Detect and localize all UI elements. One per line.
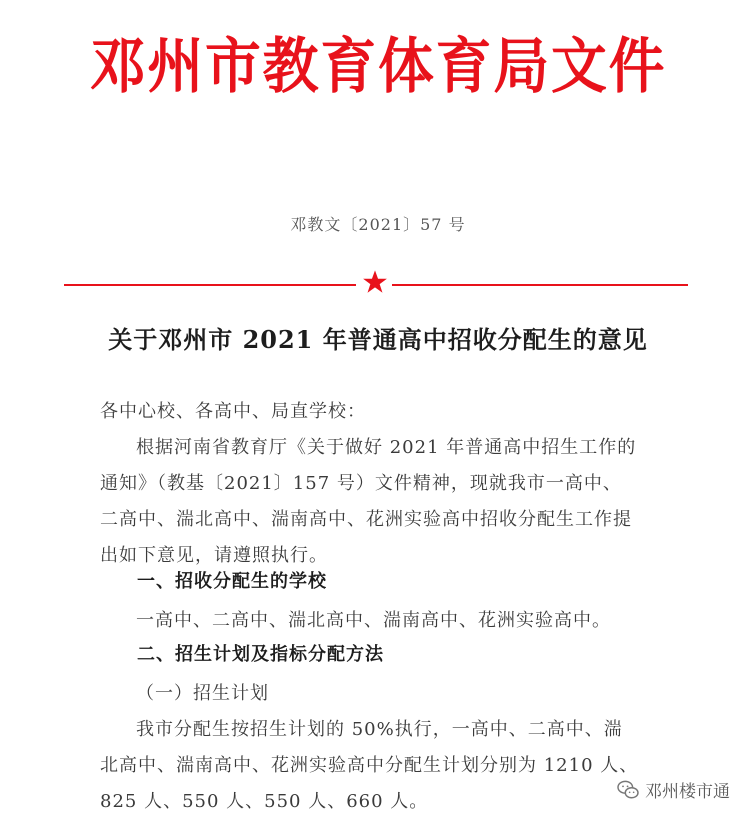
document-masthead: 邓州市教育体育局文件	[89, 32, 667, 102]
red-divider-left	[64, 284, 356, 286]
watermark-label: 邓州楼市通	[645, 782, 730, 802]
wechat-watermark	[617, 777, 730, 802]
section-heading-quota: 二、招生计划及指标分配方法	[137, 644, 384, 665]
document-number: 邓教文〔2021〕57 号	[290, 215, 466, 234]
paragraph-intro: 根据河南省教育厅《关于做好 2021 年普通高中招生工作的通知》（教基〔2021〕157 号）文件精神，现就我市一高中、二高中、湍北高中、湍南高中、花洲实验高中招收分配生工作提出如下意见，请遵照执行。	[100, 437, 637, 566]
red-divider-right	[392, 284, 688, 286]
school-list: 一高中、二高中、湍北高中、湍南高中、花洲实验高中。	[136, 610, 611, 631]
addressee: 各中心校、各高中、局直学校：	[100, 401, 366, 422]
paragraph-quota: 我市分配生按招生计划的 50%执行，一高中、二高中、湍北高中、湍南高中、花洲实验高中分配生计划分别为 1210 人、825 人、550 人、550 人、660 人。	[100, 719, 639, 812]
wechat-icon	[617, 780, 639, 800]
section-heading-schools: 一、招收分配生的学校	[137, 571, 327, 592]
document-title: 关于邓州市 2021 年普通高中招收分配生的意见	[108, 325, 648, 354]
subheading-plan: （一）招生计划	[136, 683, 269, 704]
red-star-icon	[361, 268, 389, 296]
